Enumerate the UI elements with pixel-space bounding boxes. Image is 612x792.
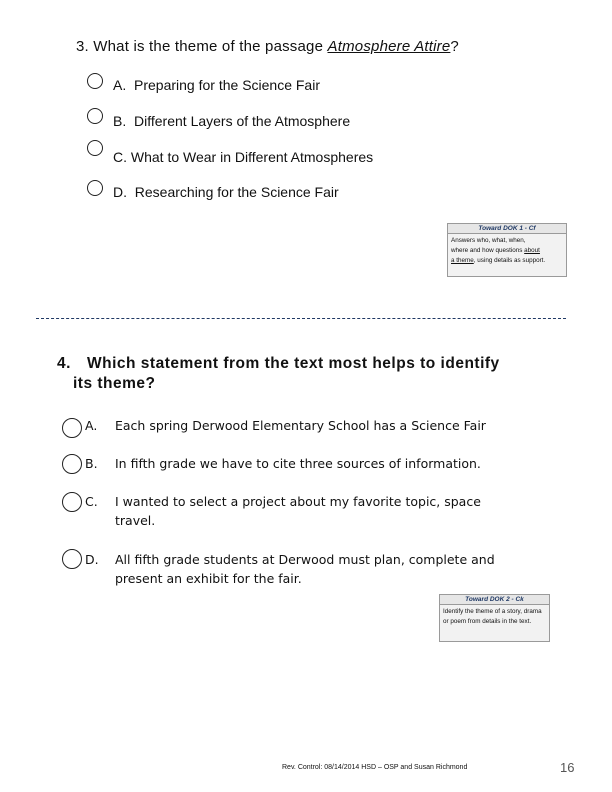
question-4-line1-text: Which statement from the text most helps to identify bbox=[87, 355, 500, 372]
question-4 bbox=[57, 354, 500, 394]
page-number: 16 bbox=[560, 760, 575, 775]
q3-radio-c[interactable] bbox=[87, 140, 103, 156]
q3-option-a bbox=[113, 77, 320, 93]
q3-option-b bbox=[113, 113, 350, 129]
q3-option-b-letter: B. bbox=[113, 113, 127, 129]
q3-dok-line2-underlined: about bbox=[524, 247, 540, 254]
q3-option-d-text: Researching for the Science Fair bbox=[134, 184, 339, 200]
q4-radio-c[interactable] bbox=[62, 492, 82, 512]
footer-revision: Rev. Control: 08/14/2014 HSD – OSP and Susan Richmond bbox=[282, 764, 468, 771]
q3-dok-line2 bbox=[451, 246, 563, 256]
section-divider bbox=[36, 318, 566, 319]
q4-dok-header: Toward DOK 2 - Ck bbox=[440, 595, 549, 605]
q3-option-d-letter: D. bbox=[113, 184, 127, 200]
q3-dok-line3-text: , using details as support. bbox=[473, 257, 546, 264]
q4-option-c-text: I wanted to select a project about my favorite topic, space travel. bbox=[115, 494, 481, 528]
q3-dok-header: Toward DOK 1 - Cf bbox=[448, 224, 566, 234]
q4-option-d-text: All fifth grade students at Derwood must plan, complete and present an exhibit for the fair. bbox=[115, 552, 495, 586]
q3-dok-line1: Answers who, what, when, bbox=[451, 237, 526, 244]
q3-dok-line3-underlined: a theme bbox=[451, 257, 474, 264]
passage-title: Atmosphere Attire bbox=[327, 38, 451, 55]
q4-dok-box bbox=[439, 594, 550, 642]
question-3 bbox=[76, 38, 459, 55]
q3-dok-line2-text: where and how questions bbox=[451, 247, 525, 254]
q4-radio-d[interactable] bbox=[62, 549, 82, 569]
q4-radio-a[interactable] bbox=[62, 418, 82, 438]
q3-option-b-text: Different Layers of the Atmosphere bbox=[134, 113, 351, 129]
q4-option-c-letter: C. bbox=[85, 494, 98, 509]
q3-dok-box bbox=[447, 223, 567, 277]
q4-dok-body: Identify the theme of a story, drama or poem from details in the text. bbox=[443, 608, 542, 625]
q3-option-c bbox=[113, 149, 373, 165]
q4-option-b-text: In fifth grade we have to cite three sources of information. bbox=[115, 456, 481, 471]
q4-option-d-letter: D. bbox=[85, 552, 99, 567]
q4-option-a-letter: A. bbox=[85, 418, 98, 433]
question-4-line1 bbox=[57, 354, 500, 374]
q3-radio-d[interactable] bbox=[87, 180, 103, 196]
q3-option-c-text: What to Wear in Different Atmospheres bbox=[130, 149, 374, 165]
question-4-number: 4. bbox=[57, 355, 71, 372]
q3-radio-b[interactable] bbox=[87, 108, 103, 124]
q3-option-a-text: Preparing for the Science Fair bbox=[134, 77, 320, 93]
q3-radio-a[interactable] bbox=[87, 73, 103, 89]
question-3-prefix: 3. What is the theme of the passage bbox=[76, 38, 328, 55]
q3-option-d bbox=[113, 184, 339, 200]
q4-option-b-letter: B. bbox=[85, 456, 98, 471]
q3-option-a-letter: A. bbox=[113, 77, 127, 93]
q3-dok-line3 bbox=[451, 256, 563, 266]
q4-radio-b[interactable] bbox=[62, 454, 82, 474]
q4-option-a-text: Each spring Derwood Elementary School has a Science Fair bbox=[115, 418, 486, 433]
q3-option-c-letter: C. bbox=[113, 149, 127, 165]
question-3-suffix: ? bbox=[450, 38, 459, 55]
q3-dok-body bbox=[448, 234, 566, 268]
question-4-line2: its theme? bbox=[73, 375, 156, 392]
